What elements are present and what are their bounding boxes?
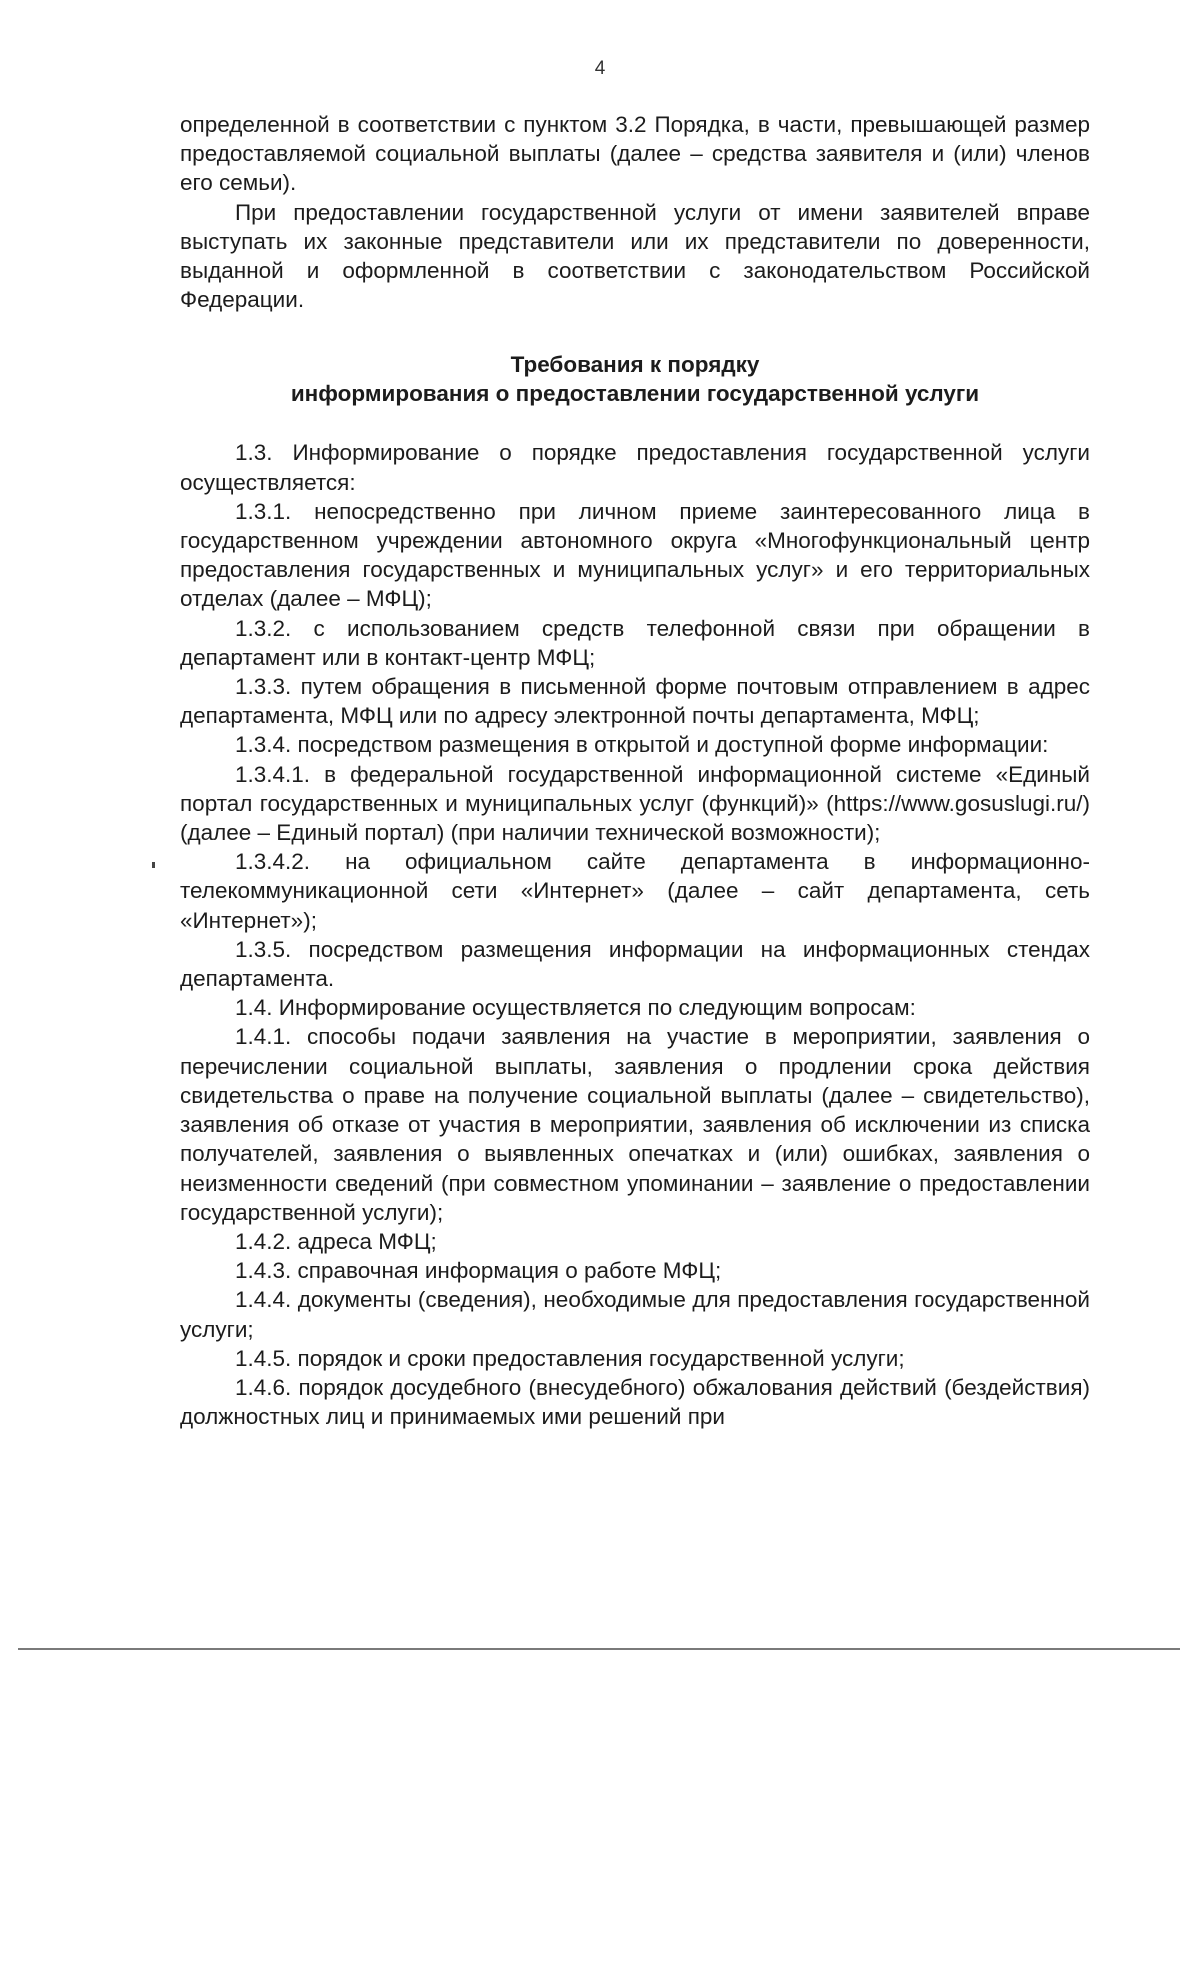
scan-speck <box>152 862 155 868</box>
item-1-4-1: 1.4.1. способы подачи заявления на участие в мероприятии, заявления о перечислении социальной выплаты, заявления о продлении срока действия свидетельства о праве на получение социальной выплаты (далее – свидетельство), заявления об отказе от участия в мероприятии, заявления об исключении из списка получателей, заявления о выявленных опечатках и (или) ошибках, заявления о неизменности сведений (при совместном упоминании – заявление о предоставлении государственной услуги); <box>180 1024 1090 1225</box>
page-number: 4 <box>594 58 606 79</box>
item-1-3-1: 1.3.1. непосредственно при личном приеме заинтересованного лица в государственном учреждении автономного округа «Многофункциональный центр предоставления государственных и муниципальных услуг» и его территориальных отделах (далее – МФЦ); <box>180 498 1090 612</box>
item-1-4-6: 1.4.6. порядок досудебного (внесудебного) обжалования действий (бездействия) должностных лиц и принимаемых ими решений при <box>180 1374 1090 1430</box>
item-1-3-4: 1.3.4. посредством размещения в открытой и доступной форме информации: <box>235 732 1049 758</box>
item-1-4: 1.4. Информирование осуществляется по следующим вопросам: <box>235 995 916 1021</box>
item-1-4-3: 1.4.3. справочная информация о работе МФЦ; <box>235 1258 722 1284</box>
item-1-3: 1.3. Информирование о порядке предоставления государственной услуги осуществляется: <box>180 440 1090 495</box>
intro-paragraph-1: определенной в соответствии с пунктом 3.2 Порядка, в части, превышающей размер предоставляемой социальной выплаты (далее – средства заявителя и (или) членов его семьи). <box>180 112 1090 196</box>
intro-paragraph-2: При предоставлении государственной услуги от имени заявителей вправе выступать их законные представители или их представители по доверенности, выданной и оформленной в соответствии с законодательством Российской Федерации. <box>180 199 1090 313</box>
item-1-4-4: 1.4.4. документы (сведения), необходимые для предоставления государственной услуги; <box>180 1287 1090 1342</box>
item-1-3-4-2: 1.3.4.2. на официальном сайте департамента в информационно-телекоммуникационной сети «Интернет» (далее – сайт департамента, сеть «Интернет»); <box>180 849 1090 933</box>
section-heading-line-1: Требования к порядку <box>510 352 760 378</box>
item-1-3-2: 1.3.2. с использованием средств телефонной связи при обращении в департамент или в контакт-центр МФЦ; <box>180 615 1090 670</box>
item-1-3-5: 1.3.5. посредством размещения информации на информационных стендах департамента. <box>180 936 1090 992</box>
document-body <box>180 110 1090 1431</box>
item-1-3-4-1: 1.3.4.1. в федеральной государственной информационной системе «Единый портал государственных и муниципальных услуг (функций)» (https://www.gosuslugi.ru/) (далее – Единый портал) (при наличии технической возможности); <box>180 761 1090 846</box>
page-bottom-rule <box>18 1648 1180 1650</box>
section-heading-line-2: информирования о предоставлении государственной услуги <box>290 381 980 407</box>
item-1-4-5: 1.4.5. порядок и сроки предоставления государственной услуги; <box>235 1345 905 1371</box>
item-1-3-3: 1.3.3. путем обращения в письменной форме почтовым отправлением в адрес департамента, МФЦ или по адресу электронной почты департамента, МФЦ; <box>180 674 1090 729</box>
section-heading <box>180 350 1090 408</box>
item-1-4-2: 1.4.2. адреса МФЦ; <box>235 1228 437 1254</box>
